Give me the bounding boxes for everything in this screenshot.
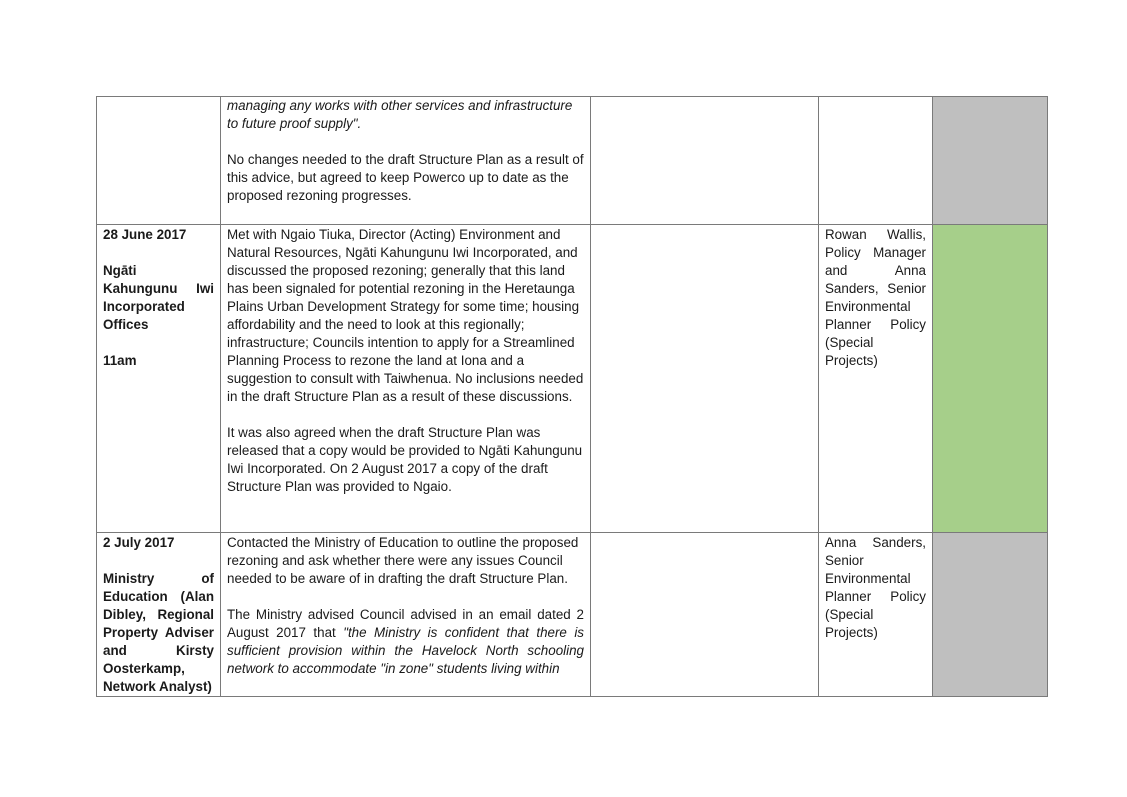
outcome-text: No changes needed to the draft Structure Plan as a result of this advice, but agreed to keep Powerco up to date as the proposed rezoning progresses. xyxy=(227,152,584,203)
details-cell xyxy=(221,97,591,225)
details-paragraph xyxy=(227,606,584,678)
time-text: 11am xyxy=(103,353,137,368)
table-row xyxy=(97,533,1048,697)
consultation-table xyxy=(96,96,1048,697)
date-text: 28 June 2017 xyxy=(103,227,187,242)
staff-cell xyxy=(819,97,933,225)
details-cell xyxy=(221,533,591,697)
details-paragraph: Met with Ngaio Tiuka, Director (Acting) Environment and Natural Resources, Ngāti Kahungunu Iwi Incorporated, and discussed the proposed rezoning; generally that this land has been signaled for potential rezoning in the Heretaunga Plains Urban Development Strategy for some time; housing affordability and the need to look at this regionally; infrastructure; Councils intention to apply for a Streamlined Planning Process to rezone the land at Iona and a suggestion to consult with Taiwhenua. No inclusions needed in the draft Structure Plan as a result of these discussions. xyxy=(227,227,584,404)
blank-cell xyxy=(591,225,819,533)
quote-line: to future proof supply". xyxy=(227,116,362,131)
status-cell-green xyxy=(933,225,1048,533)
status-cell-grey xyxy=(933,533,1048,697)
date-party-cell xyxy=(97,533,221,697)
table-row xyxy=(97,225,1048,533)
staff-cell: Anna Sanders, Senior Environmental Planner Policy (Special Projects) xyxy=(819,533,933,697)
quote-line: managing any works with other services and infrastructure xyxy=(227,98,573,113)
date-party-cell xyxy=(97,225,221,533)
table-row xyxy=(97,97,1048,225)
details-cell xyxy=(221,225,591,533)
date-text: 2 July 2017 xyxy=(103,535,175,550)
status-cell-grey xyxy=(933,97,1048,225)
blank-cell xyxy=(591,533,819,697)
ministry-quote: "the Ministry is confident that there is sufficient provision within the Havelock North schooling network to accommodate "in zone" students living within xyxy=(227,625,584,676)
date-party-cell xyxy=(97,97,221,225)
details-prefix: The Ministry advised Council advised in an email dated 2 August 2017 that xyxy=(227,607,584,640)
party-text: Ngāti Kahungunu Iwi Incorporated Offices xyxy=(103,263,214,332)
details-paragraph: Contacted the Ministry of Education to outline the proposed rezoning and ask whether there were any issues Council needed to be aware of in drafting the draft Structure Plan. xyxy=(227,535,579,586)
details-paragraph: It was also agreed when the draft Structure Plan was released that a copy would be provided to Ngāti Kahungunu Iwi Incorporated. On 2 August 2017 a copy of the draft Structure Plan was provided to Ngaio. xyxy=(227,425,583,494)
blank-cell xyxy=(591,97,819,225)
party-text: Ministry of Education (Alan Dibley, Regional Property Adviser and Kirsty Oosterkamp, Network Analyst) xyxy=(103,571,214,694)
staff-cell: Rowan Wallis, Policy Manager and Anna Sanders, Senior Environmental Planner Policy (Special Projects) xyxy=(819,225,933,533)
